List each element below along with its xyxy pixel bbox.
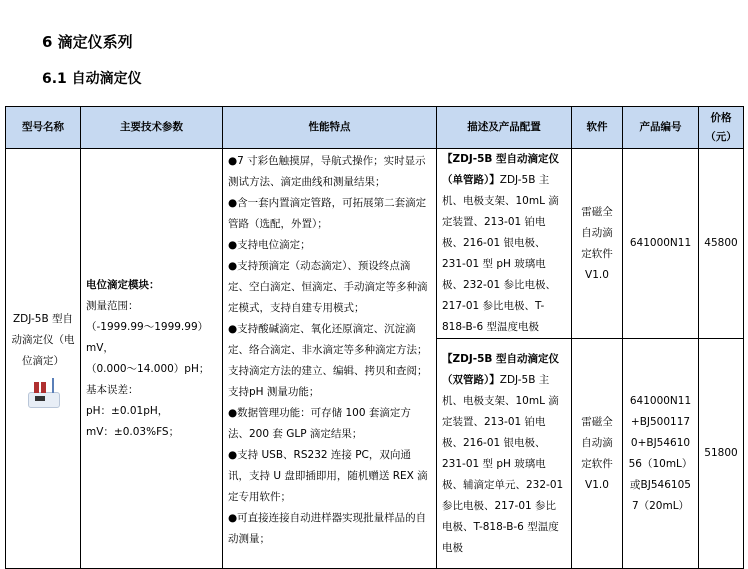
param-line: 测量范围：	[86, 299, 139, 312]
product-table	[5, 106, 744, 569]
header-software: 软件	[572, 107, 623, 149]
model-name: ZDJ-5B 型自动滴定仪（电位滴定）	[11, 313, 75, 367]
code-cell: 641000N11	[623, 149, 699, 339]
product-image	[26, 378, 60, 408]
desc-text: ZDJ-5B 主机、电极支架、10mL 滴定装置、213-01 铂电极、216-01 银电极、231-01 型 pH 玻璃电极、232-01 参比电极、217-01 参比电极、T-818-B-6 型温度电极	[442, 174, 559, 333]
feature-item: ●支持电位滴定；	[228, 239, 311, 251]
feature-item: ●7 寸彩色触摸屏，导航式操作；实时显示测试方法、滴定曲线和测量结果；	[228, 155, 426, 188]
section-heading: 6 滴定仪系列	[42, 33, 133, 51]
software-cell: 雷磁全自动滴定软件 V1.0	[572, 339, 623, 569]
software-cell: 雷磁全自动滴定软件 V1.0	[572, 149, 623, 339]
desc-cell	[437, 339, 572, 569]
param-line: mV：±0.03%FS；	[86, 425, 180, 438]
desc-title: 【ZDJ-5B 型自动滴定仪（双管路）】	[442, 352, 560, 386]
desc-text: ZDJ-5B 主机、电极支架、10mL 滴定装置、213-01 铂电极、216-01 银电极、231-01 型 pH 玻璃电极、辅滴定单元、232-01 参比电极、217-01 参比电极、T-818-B-6 型温度电极	[442, 373, 564, 554]
header-desc: 描述及产品配置	[437, 107, 572, 149]
header-model: 型号名称	[6, 107, 81, 149]
params-cell	[81, 149, 223, 569]
feature-item: ●含一套内置滴定管路，可拓展第二套滴定管路（选配，外置）；	[228, 197, 427, 230]
feature-item: ●支持 USB、RS232 连接 PC，双向通讯，支持 U 盘即插即用，随机赠送 REX 滴定专用软件；	[228, 449, 428, 503]
code-cell: 641000N11+BJ5001170+BJ5461056（10mL）或BJ5461057（20mL）	[623, 339, 699, 569]
param-line: pH：±0.01pH，	[86, 404, 169, 417]
param-line: （-1999.99～1999.99）mV，	[86, 320, 209, 354]
header-code: 产品编号	[623, 107, 699, 149]
param-line: 基本误差：	[86, 383, 139, 396]
subsection-heading: 6.1 自动滴定仪	[42, 71, 142, 87]
feature-item: ●数据管理功能：可存储 100 套滴定方法、200 套 GLP 滴定结果；	[228, 407, 411, 440]
desc-title: 【ZDJ-5B 型自动滴定仪（单管路）】	[442, 153, 560, 186]
model-cell	[6, 149, 81, 569]
desc-cell	[437, 149, 572, 339]
table-header-row	[6, 107, 744, 149]
feature-item: ●支持预滴定（动态滴定）、预设终点滴定、空白滴定、恒滴定、手动滴定等多种滴定模式，支持自建专用模式；	[228, 260, 428, 314]
table-row	[6, 149, 744, 339]
price-cell: 51800	[699, 339, 744, 569]
header-price: 价格（元）	[699, 107, 744, 149]
feature-item: ●支持酸碱滴定、氧化还原滴定、沉淀滴定、络合滴定、非水滴定等多种滴定方法；支持滴定方法的建立、编辑、拷贝和查阅；支持pH 测量功能；	[228, 323, 428, 398]
features-cell	[223, 149, 437, 569]
header-params: 主要技术参数	[81, 107, 223, 149]
param-line: （0.000～14.000）pH；	[86, 362, 210, 375]
params-title: 电位滴定模块：	[86, 278, 160, 291]
header-features: 性能特点	[223, 107, 437, 149]
feature-item: ●可直接连接自动进样器实现批量样品的自动测量；	[228, 512, 427, 545]
price-cell: 45800	[699, 149, 744, 339]
